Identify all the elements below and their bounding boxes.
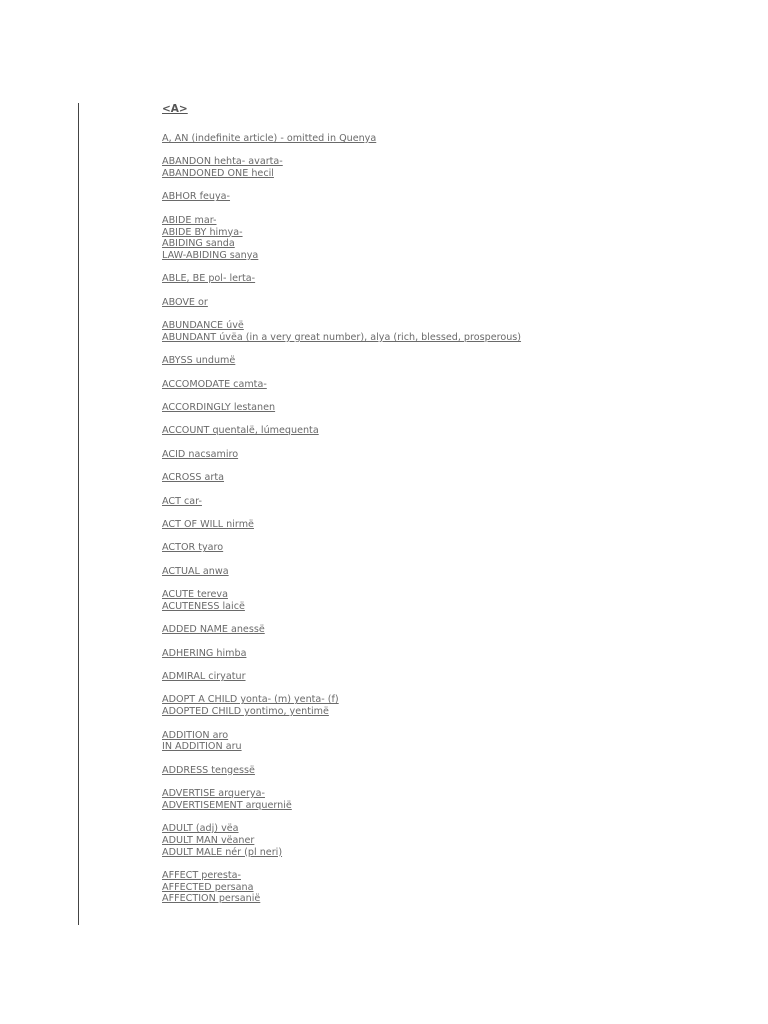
- entry-group: [162, 449, 722, 461]
- dictionary-entry-link[interactable]: ADDED NAME anessë: [162, 624, 265, 636]
- entry-group: [162, 566, 722, 578]
- dictionary-entry-link[interactable]: ADULT (adj) vëa: [162, 823, 239, 835]
- dictionary-entry-link[interactable]: LAW-ABIDING sanya: [162, 249, 259, 261]
- entry-group: [162, 671, 722, 683]
- entry-group: [162, 156, 722, 179]
- entry-group: [162, 648, 722, 660]
- entry-group: [162, 519, 722, 531]
- dictionary-entry-link[interactable]: ACTOR tyaro: [162, 542, 224, 554]
- dictionary-entry-link[interactable]: ADOPTED CHILD yontimo, yentimë: [162, 706, 329, 718]
- dictionary-entry-link[interactable]: ABYSS undumë: [162, 355, 236, 367]
- entry-group: [162, 589, 722, 612]
- dictionary-entry-link[interactable]: ACTUAL anwa: [162, 565, 229, 577]
- dictionary-entry-link[interactable]: ACUTE tereva: [162, 589, 228, 601]
- dictionary-entry-link[interactable]: ADVERTISE arquerya-: [162, 788, 265, 799]
- dictionary-entry-link[interactable]: IN ADDITION aru: [162, 741, 242, 753]
- dictionary-entry-link[interactable]: ABUNDANT úvëa (in a very great number), alya (rich, blessed, prosperous): [162, 331, 522, 343]
- dictionary-entry-link[interactable]: ABOVE or: [162, 296, 208, 308]
- entry-group: [162, 320, 722, 343]
- dictionary-entry-link[interactable]: ACCORDINGLY lestanen: [162, 402, 276, 414]
- dictionary-entry-link[interactable]: ACCOMODATE camta-: [162, 378, 267, 390]
- entry-group: [162, 870, 722, 905]
- dictionary-entry-link[interactable]: ADHERING himba: [162, 647, 247, 659]
- dictionary-entry-link[interactable]: AFFECT peresta-: [162, 869, 241, 881]
- entry-group: [162, 297, 722, 309]
- dictionary-entry-link[interactable]: AFFECTED persana: [162, 881, 254, 893]
- dictionary-entry-link[interactable]: ABLE, BE pol- lerta-: [162, 273, 256, 285]
- entry-group: [162, 823, 722, 858]
- dictionary-entry-link[interactable]: ACROSS arta: [162, 472, 225, 484]
- entry-group: [162, 730, 722, 753]
- entry-group: [162, 624, 722, 636]
- dictionary-entry-link[interactable]: A, AN (indefinite article) - omitted in Quenya: [162, 133, 377, 144]
- section-heading[interactable]: <A>: [162, 103, 188, 115]
- entry-group: [162, 425, 722, 437]
- dictionary-content: [162, 103, 722, 917]
- dictionary-entry-link[interactable]: ADOPT A CHILD yonta- (m) yenta- (f): [162, 694, 339, 706]
- entry-group: [162, 379, 722, 391]
- dictionary-entry-link[interactable]: ACT OF WILL nirmë: [162, 518, 254, 530]
- left-margin-rule: [78, 103, 79, 925]
- entry-group: [162, 133, 722, 145]
- dictionary-entry-link[interactable]: ABANDONED ONE hecil: [162, 168, 274, 180]
- dictionary-entry-link[interactable]: ABUNDANCE úvë: [162, 320, 244, 332]
- entry-group: [162, 788, 722, 811]
- dictionary-entry-link[interactable]: ABHOR feuya-: [162, 191, 231, 203]
- entry-group: [162, 694, 722, 717]
- entry-group: [162, 191, 722, 203]
- dictionary-entry-link[interactable]: ACUTENESS laicë: [162, 600, 245, 612]
- entry-group: [162, 765, 722, 777]
- dictionary-entry-link[interactable]: ADULT MALE nér (pl neri): [162, 846, 283, 858]
- dictionary-entry-link[interactable]: ADDRESS tengessë: [162, 764, 255, 776]
- dictionary-entry-link[interactable]: ABIDING sanda: [162, 238, 235, 250]
- dictionary-entry-link[interactable]: ABIDE mar-: [162, 214, 217, 226]
- dictionary-entry-link[interactable]: AFFECTION persanië: [162, 893, 261, 905]
- entry-group: [162, 472, 722, 484]
- dictionary-entry-link[interactable]: ACID nacsamiro: [162, 448, 239, 460]
- dictionary-entry-link[interactable]: ABIDE BY himya-: [162, 226, 243, 238]
- dictionary-entry-link[interactable]: ADDITION aro: [162, 729, 229, 741]
- entry-group: [162, 542, 722, 554]
- entry-list: [162, 133, 722, 905]
- dictionary-entry-link[interactable]: ACCOUNT quentalë, lúmequenta: [162, 425, 319, 437]
- dictionary-entry-link[interactable]: ADULT MAN vëaner: [162, 834, 255, 846]
- dictionary-entry-link[interactable]: ADMIRAL ciryatur: [162, 671, 246, 683]
- entry-group: [162, 402, 722, 414]
- entry-group: [162, 215, 722, 262]
- dictionary-entry-link[interactable]: ABANDON hehta- avarta-: [162, 156, 283, 168]
- dictionary-entry-link[interactable]: ADVERTISEMENT arquernië: [162, 799, 292, 811]
- dictionary-entry-link[interactable]: ACT car-: [162, 495, 202, 507]
- entry-group: [162, 496, 722, 508]
- entry-group: [162, 273, 722, 285]
- entry-group: [162, 355, 722, 367]
